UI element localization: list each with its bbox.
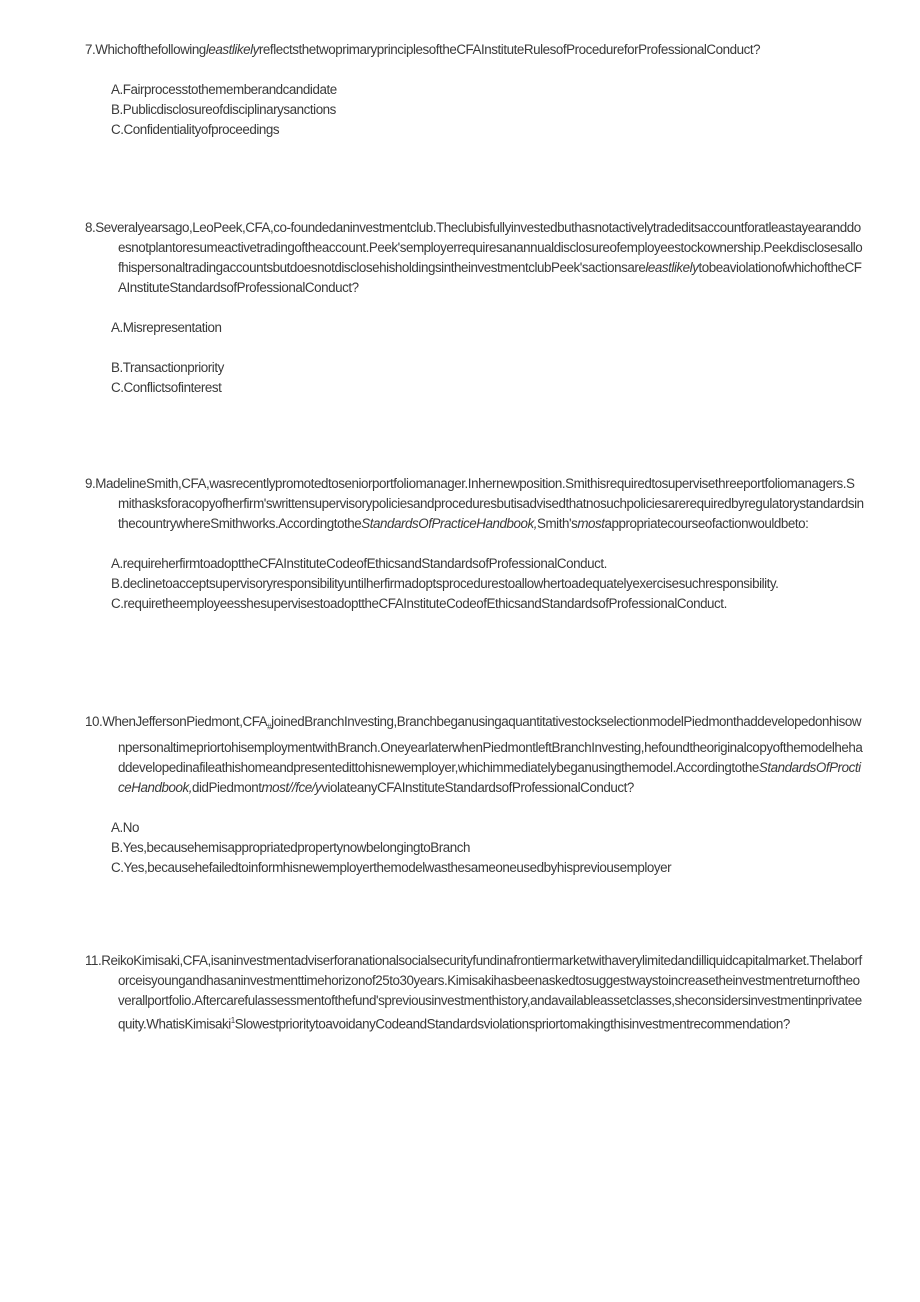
option-c: C.requiretheemployeesshesupervisestoadopttheCFAInstituteCodeofEthicsandStandardsofProfessionalConduct. [111,596,727,611]
option-a: A.Fairprocesstothememberandcandidate [111,82,337,97]
option-a: A.Misrepresentation [111,320,222,335]
option-b: B.Publicdisclosureofdisciplinarysanctions [111,102,336,117]
option-a: A.requireherfirmtoadopttheCFAInstituteCodeofEthicsandStandardsofProfessionalConduct. [111,556,607,571]
question-stem: 9.MadelineSmith,CFA,wasrecentlypromotedtoseniorportfoliomanager.Inhernewposition.Smithisrequiredtosupervisethreeportfoliomanagers.Smithasksforacopyofherfirm'swrittensupervisorypoliciesandproceduresbutisadvisedthatnosuchpoliciesarerequiredbyregulatorystandardsinthecountrywhereSmithworks.AccordingtotheStandardsOfPracticeHandbook,Smith'smostappropriatecourseofactionwouldbeto: [85,476,864,531]
question-7 [85,40,865,140]
option-b: B.Transactionpriority [111,360,224,375]
question-stem: $10.WhenJeffersonPiedmont,CFA_{\#}joinedBranchInvesting,BranchbeganusingaquantitativestockselectionmodelPiedmonthaddevelopedo$nhisownpersonaltimepriortohisemploymentwithBranch.OneyearlaterwhenPiedmontleftBranchInvesting,hefoundtheoriginalcopyofthemodelhehaddevelopedinafileathishomeandpresentedittohisnewemployer,whichimmediatelybeganusingthemodel.AccordingtotheStandardsOfProcticeHandbook,didPiedmontmost//fce/yviolateanyCFAInstituteStandardsofProfessionalConduct? [85,714,863,795]
question-9 [85,474,865,614]
option-c: C.Confidentialityofproceedings [111,122,280,137]
option-b: B.declinetoacceptsupervisoryresponsibilityuntilherfirmadoptsprocedurestoallowhertoadequatelyexercisesuchresponsibility. [111,576,779,591]
question-11 [85,951,865,1034]
question-8 [85,218,865,398]
answer-options [85,318,865,398]
option-a: A.No [111,819,139,835]
option-c: C.Conflictsofinterest [111,380,222,395]
answer-options [85,554,865,614]
option-c: C.Yes,becausehefailedtoinformhisnewemployerthemodelwasthesameoneusedbyhispreviousemployer [111,859,672,875]
answer-options [85,80,865,140]
question-stem: 7.WhichofthefollowingleastlikelyreflectsthetwoprimaryprinciplesoftheCFAInstituteRulesofProcedureforProfessionalConduct? [85,42,761,57]
question-stem: 8.Severalyearsago,LeoPeek,CFA,co-foundedaninvestmentclub.Theclubisfullyinvestedbuthasnotactivelytradeditsaccountforatleastayearanddoesnotplantoresumeactivetradingoftheaccount.Peek'semployerrequiresanannualdisclosureofemployeestockownership.PeekdisclosesallofhispersonaltradingaccountsbutdoesnotdisclosehisholdingsintheinvestmentclubPeek'sactionsareleastlikelytobeaviolationofwhichoftheCFAInstituteStandardsofProfessionalConduct? [85,220,863,295]
option-b: B.Yes,becausehemisappropriatedpropertynowbelongingtoBranch [111,839,471,855]
question-stem: 11.ReikoKimisaki,CFA,isaninvestmentadviserforanationalsocialsecurityfundinafrontiermarketwithaverylimitedandilliquidcapitalmarket.Thelaborforceisyoungandhasaninvestmenttimehorizonof25to30years.Kimisakihasbeenaskedtosuggestwaystoincreasetheinvestmentreturnoftheoverallportfolio.Aftercarefulassessmentofthefund'spreviousinvestmenthistory,andavailableassetclasses,sheconsidersinvestmentinprivateequity.WhatisKimisaki$^1$SlowestprioritytoavoidanyCodeandStandardsviolationspriortomakingthisinvestmentrecommendation? [85,953,862,1032]
answer-options [85,818,865,878]
question-10 [85,712,865,878]
